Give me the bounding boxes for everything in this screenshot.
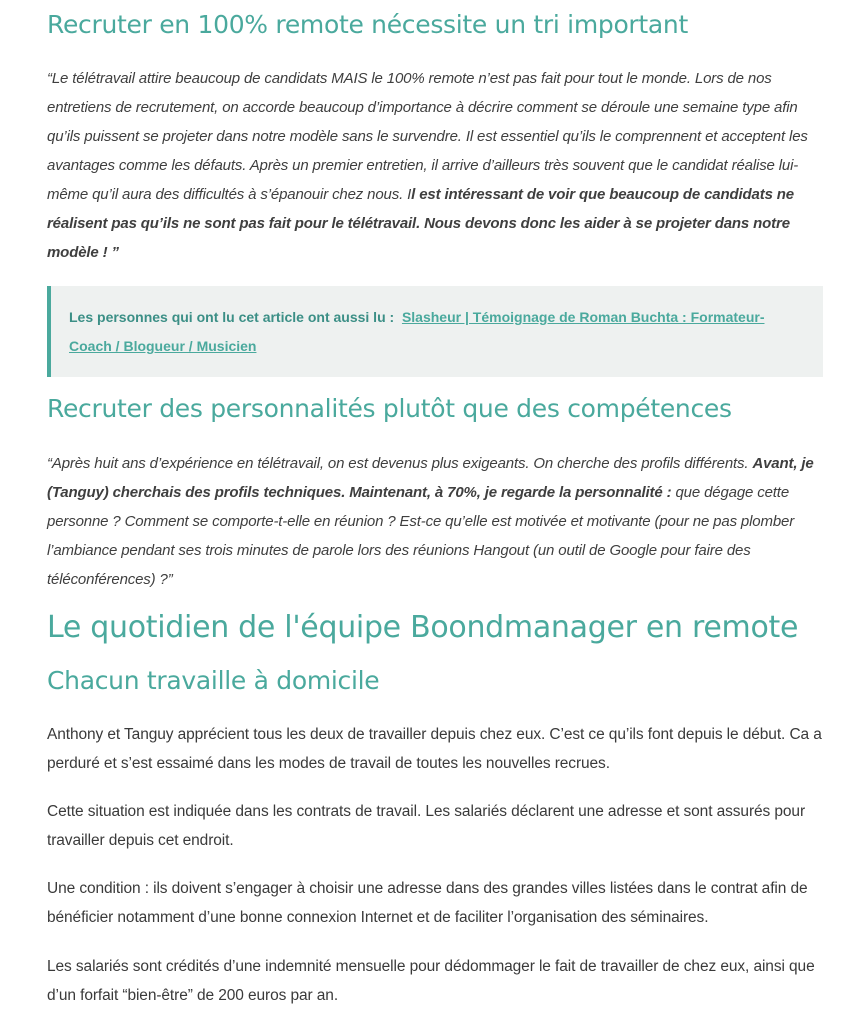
related-article-box [47, 286, 823, 377]
paragraph: Les salariés sont crédités d’une indemnité mensuelle pour dédommager le fait de travailler de chez eux, ainsi que d’un forfait “bien-être” de 200 euros par an. [47, 958, 815, 1004]
related-article-link[interactable]: Slasheur | Témoignage de Roman Buchta : Formateur-Coach / Blogueur / Musicien [69, 309, 765, 354]
quote-text: “Le télétravail attire beaucoup de candidats MAIS le 100% remote n’est pas fait pour tout le monde. Lors de nos entretiens de recrutement, on accorde beaucoup d’importance à décrire comment se déroule une semaine type afin qu’ils puissent se projeter dans notre modèle sans le survendre. Il est essentiel qu’ils le comprennent et acceptent les avantages comme les défauts. Après un premier entretien, il arrive d’ailleurs très souvent que le candidat réalise lui-même qu’il aura des difficultés à s’épanouir chez nous. I [47, 70, 808, 203]
quote-text: que dégage cette personne ? Comment se comporte-t-elle en réunion ? Est-ce qu’elle est motivée et motivante (pour ne pas plomber l’ambiance pendant ses trois minutes de parole lors des réunions Hangout (un outil de Google pour faire des téléconférences) ?” [47, 484, 795, 588]
section-heading-recruitment: Recruter en 100% remote nécessite un tri important [47, 10, 688, 39]
quote-personalities [47, 449, 825, 594]
section-heading-daily-life: Le quotidien de l'équipe Boondmanager en remote [47, 610, 799, 645]
paragraph: Anthony et Tanguy apprécient tous les deux de travailler depuis chez eux. C’est ce qu’ils font depuis le début. Ca a perduré et s’est essaimé dans les modes de travail de toutes les nouvelles recrues. [47, 726, 822, 772]
subsection-heading-home: Chacun travaille à domicile [47, 666, 380, 695]
quote-recruitment [47, 64, 825, 267]
paragraph: Cette situation est indiquée dans les contrats de travail. Les salariés déclarent une adresse et sont assurés pour travailler depuis cet endroit. [47, 803, 806, 849]
paragraph: Une condition : ils doivent s’engager à choisir une adresse dans des grandes villes listées dans le contrat afin de bénéficier notamment d’une bonne connexion Internet et de faciliter l’organisation des séminaires. [47, 880, 808, 926]
related-prefix: Les personnes qui ont lu cet article ont aussi lu : [69, 309, 395, 325]
quote-text: “Après huit ans d’expérience en télétravail, on est devenus plus exigeants. On cherche des profils différents. [47, 455, 753, 472]
quote-bold-text: Avant, je (Tanguy) cherchais des profils techniques. Maintenant, à 70%, je regarde la personnalité : [47, 455, 814, 501]
section-heading-personalities: Recruter des personnalités plutôt que des compétences [47, 394, 732, 423]
quote-bold-text: l est intéressant de voir que beaucoup de candidats ne réalisent pas qu’ils ne sont pas fait pour le télétravail. Nous devons donc les aider à se projeter dans notre modèle ! ” [47, 186, 794, 261]
